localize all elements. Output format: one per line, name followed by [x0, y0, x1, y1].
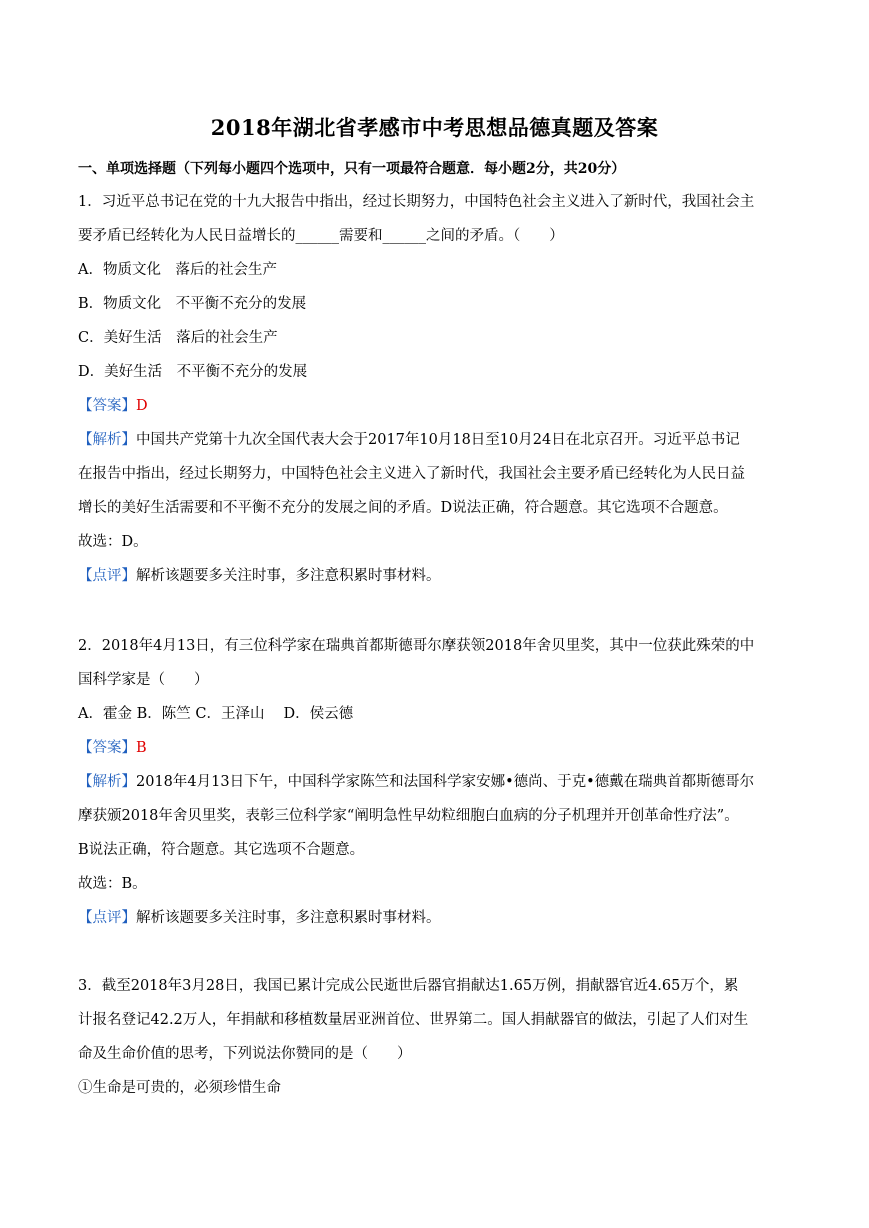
q2-analysis-line3: B说法正确，符合题意。其它选项不合题意。 — [78, 842, 365, 858]
q2-comment-text: 解析该题要多关注时事，多注意积累时事材料。 — [136, 910, 441, 926]
document-title: 2018年湖北省孝感市中考思想品德真题及答案 — [210, 115, 659, 140]
comment-tag: 【点评】 — [78, 568, 136, 584]
q1-comment-text: 解析该题要多关注时事，多注意积累时事材料。 — [136, 568, 441, 584]
q1-answer-value: D — [136, 398, 148, 414]
q1-option-d: D．美好生活 不平衡不充分的发展 — [78, 364, 308, 380]
q1-option-b: B．物质文化 不平衡不充分的发展 — [78, 296, 307, 312]
section-header: 一、单项选择题（下列每小题四个选项中，只有一项最符合题意．每小题2分，共20分） — [78, 161, 626, 177]
q3-stem-line3: 命及生命价值的思考，下列说法你赞同的是（ ） — [78, 1046, 412, 1062]
q2-options: A．霍金 B．陈竺 C．王泽山 D．侯云德 — [78, 706, 354, 722]
q2-answer — [78, 738, 147, 758]
q2-analysis-line1 — [78, 772, 754, 792]
q2-answer-value: B — [136, 740, 147, 756]
q2-stem-line2: 国科学家是（ ） — [78, 672, 209, 688]
q1-analysis-line3: 增长的美好生活需要和不平衡不充分的发展之间的矛盾。D说法正确，符合题意。其它选项不合题意。 — [78, 500, 728, 516]
q1-stem-line2: 要矛盾已经转化为人民日益增长的______需要和______之间的矛盾。（ ） — [78, 228, 564, 244]
analysis-tag: 【解析】 — [78, 432, 136, 448]
q1-analysis-line1 — [78, 430, 740, 450]
analysis-tag: 【解析】 — [78, 774, 136, 790]
answer-tag: 【答案】 — [78, 398, 136, 414]
q3-stem-line2: 计报名登记42.2万人，年捐献和移植数量居亚洲首位、世界第二。国人捐献器官的做法，引起了人们对生 — [78, 1012, 749, 1028]
q2-comment — [78, 908, 441, 928]
answer-tag: 【答案】 — [78, 740, 136, 756]
q1-stem-line1: 1．习近平总书记在党的十九大报告中指出，经过长期努力，中国特色社会主义进入了新时代，我国社会主 — [78, 194, 755, 210]
q3-stem-line1: 3．截至2018年3月28日，我国已累计完成公民逝世后器官捐献达1.65万例，捐献器官近4.65万个，累 — [78, 978, 739, 994]
q1-comment — [78, 566, 441, 586]
comment-tag: 【点评】 — [78, 910, 136, 926]
q2-analysis-line2: 摩获颁2018年舍贝里奖，表彰三位科学家“阐明急性早幼粒细胞白血病的分子机理并开创革命性疗法”。 — [78, 808, 739, 824]
q1-choice: 故选：D。 — [78, 534, 148, 550]
q1-analysis-line2: 在报告中指出，经过长期努力，中国特色社会主义进入了新时代，我国社会主要矛盾已经转化为人民日益 — [78, 466, 745, 482]
q1-option-a: A．物质文化 落后的社会生产 — [78, 262, 277, 278]
q2-choice: 故选：B。 — [78, 876, 147, 892]
q2-analysis-text: 2018年4月13日下午，中国科学家陈竺和法国科学家安娜•德尚、于克•德戴在瑞典首都斯德哥尔 — [136, 774, 755, 790]
q2-stem-line1: 2．2018年4月13日，有三位科学家在瑞典首都斯德哥尔摩获领2018年舍贝里奖，其中一位获此殊荣的中 — [78, 638, 755, 654]
q1-answer — [78, 396, 148, 416]
q1-option-c: C．美好生活 落后的社会生产 — [78, 330, 278, 346]
q3-item1: ①生命是可贵的，必须珍惜生命 — [78, 1080, 281, 1096]
q1-analysis-text: 中国共产党第十九次全国代表大会于2017年10月18日至10月24日在北京召开。习近平总书记 — [136, 432, 740, 448]
